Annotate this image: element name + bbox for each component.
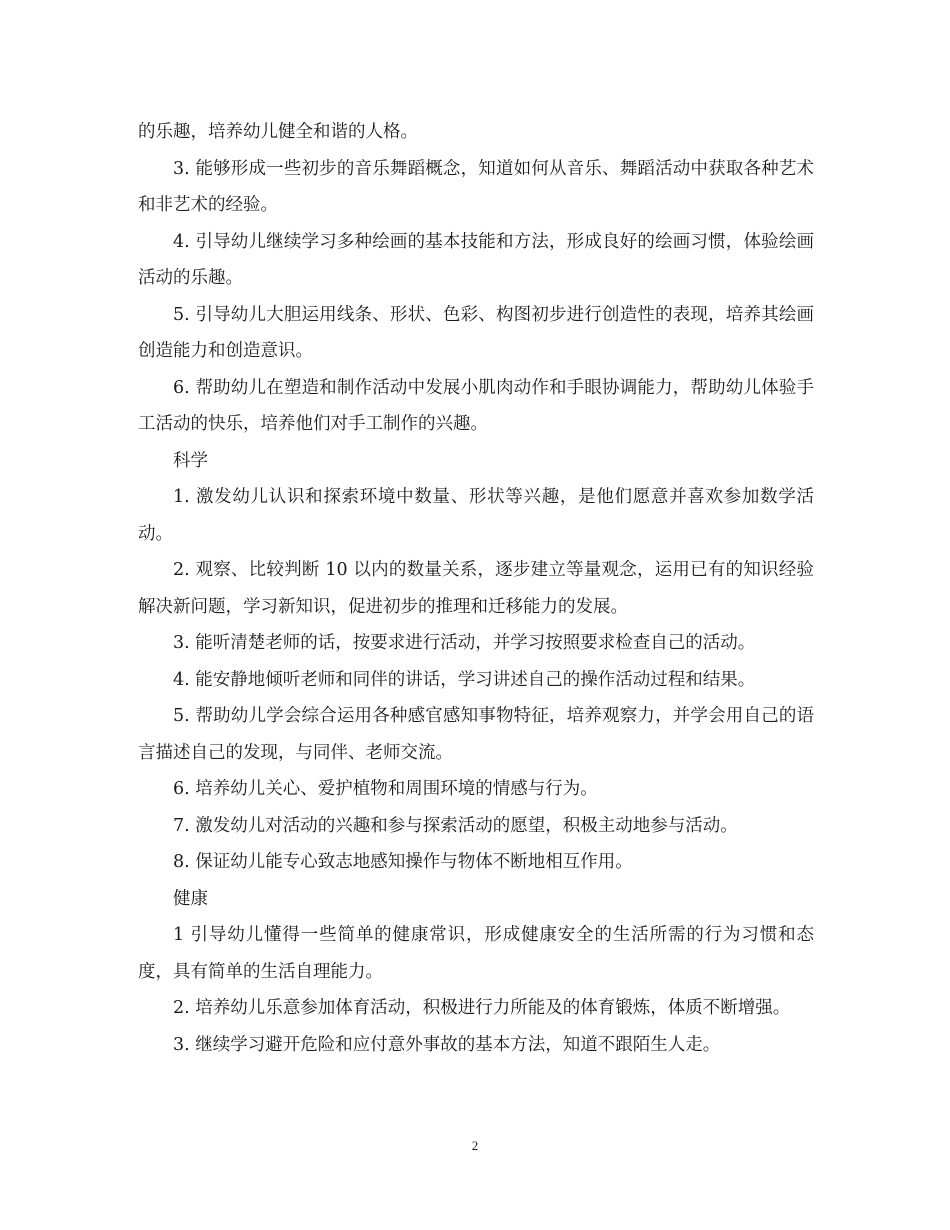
- paragraph-science-goal-4: 4. 能安静地倾听老师和同伴的讲话，学习讲述自己的操作活动过程和结果。: [173, 669, 756, 690]
- paragraph-art-goal-4: 4. 引导幼儿继续学习多种绘画的基本技能和方法，形成良好的绘画习惯，体验绘画活动的乐趣。: [138, 231, 814, 288]
- paragraph-health-goal-3: 3. 继续学习避开危险和应付意外事故的基本方法，知道不跟陌生人走。: [173, 1034, 721, 1055]
- paragraph-science-goal-1: 1. 激发幼儿认识和探索环境中数量、形状等兴趣，是他们愿意并喜欢参加数学活动。: [138, 487, 814, 544]
- paragraph-art-goal-5: 5. 引导幼儿大胆运用线条、形状、色彩、构图初步进行创造性的表现，培养其绘画创造能力和创造意识。: [138, 304, 814, 361]
- paragraph-continuation: 的乐趣，培养幼儿健全和谐的人格。: [138, 122, 418, 142]
- paragraph-science-goal-2: 2. 观察、比较判断 10 以内的数量关系，逐步建立等量观念，运用已有的知识经验解决新问题，学习新知识，促进初步的推理和迁移能力的发展。: [138, 560, 814, 617]
- paragraph-art-goal-6: 6. 帮助幼儿在塑造和制作活动中发展小肌肉动作和手眼协调能力，帮助幼儿体验手工活动的快乐，培养他们对手工制作的兴趣。: [138, 377, 814, 434]
- paragraph-science-goal-7: 7. 激发幼儿对活动的兴趣和参与探索活动的愿望，积极主动地参与活动。: [173, 815, 738, 836]
- section-heading-health: 健康: [173, 888, 208, 909]
- paragraph-science-goal-5: 5. 帮助幼儿学会综合运用各种感官感知事物特征，培养观察力，并学会用自己的语言描述自己的发现，与同伴、老师交流。: [138, 706, 814, 763]
- page-number: 2: [471, 1138, 479, 1153]
- paragraph-science-goal-8: 8. 保证幼儿能专心致志地感知操作与物体不断地相互作用。: [173, 852, 633, 872]
- paragraph-science-goal-6: 6. 培养幼儿关心、爱护植物和周围环境的情感与行为。: [173, 779, 598, 799]
- paragraph-health-goal-2: 2. 培养幼儿乐意参加体育活动，积极进行力所能及的体育锻炼，体质不断增强。: [173, 998, 791, 1018]
- section-heading-science: 科学: [173, 450, 208, 471]
- paragraph-health-goal-1: 1 引导幼儿懂得一些简单的健康常识，形成健康安全的生活所需的行为习惯和态度，具有简单的生活自理能力。: [138, 925, 814, 982]
- paragraph-science-goal-3: 3. 能听清楚老师的话，按要求进行活动，并学习按照要求检查自己的活动。: [173, 633, 756, 653]
- paragraph-art-goal-3: 3. 能够形成一些初步的音乐舞蹈概念，知道如何从音乐、舞蹈活动中获取各种艺术和非艺术的经验。: [138, 158, 814, 215]
- document-body: [138, 114, 814, 1063]
